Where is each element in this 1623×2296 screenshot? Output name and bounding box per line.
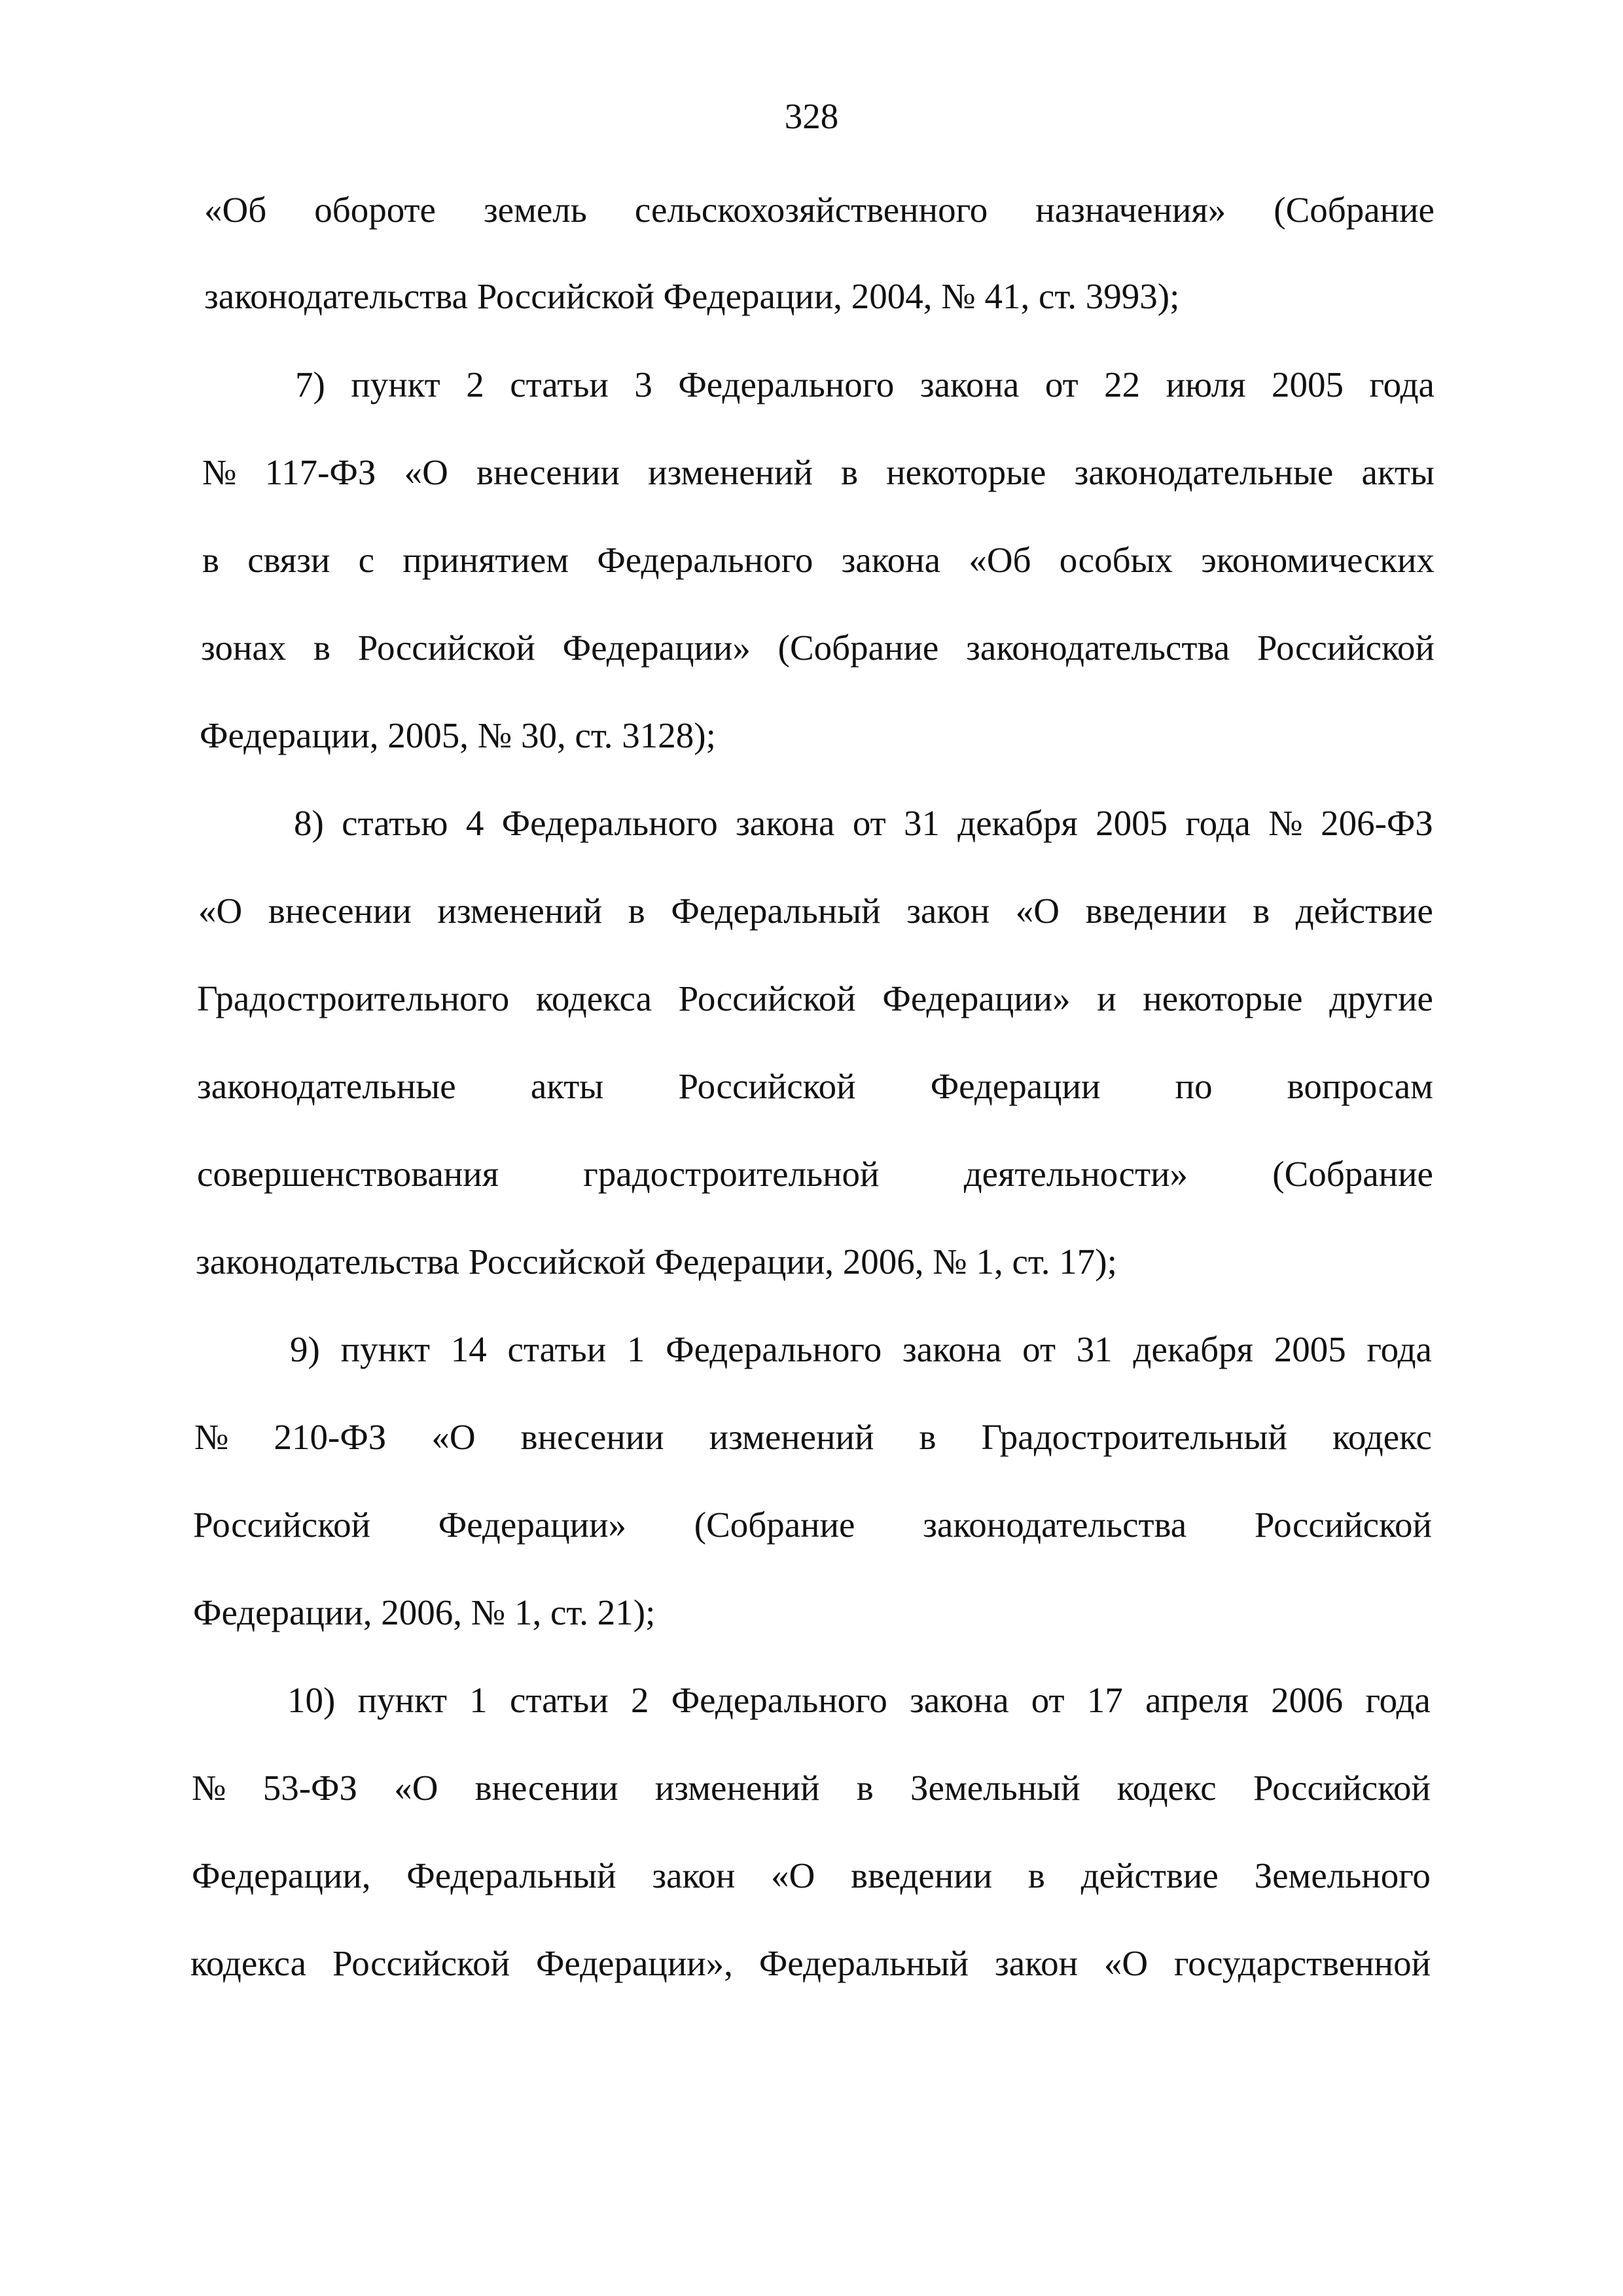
word: Градостроительного bbox=[197, 978, 510, 1018]
word: Федерального bbox=[666, 1329, 882, 1369]
word: от bbox=[1022, 1329, 1056, 1369]
word: статью bbox=[342, 803, 448, 843]
word: особых bbox=[1059, 540, 1173, 580]
word: 1 bbox=[626, 1329, 645, 1369]
word: закон bbox=[906, 891, 990, 931]
word: 10) bbox=[287, 1680, 336, 1720]
text-line bbox=[197, 973, 1433, 1025]
word: закон bbox=[652, 1856, 736, 1895]
word: 2 bbox=[466, 365, 484, 404]
word: статьи bbox=[510, 365, 609, 404]
word: «О bbox=[771, 1856, 815, 1895]
text-line bbox=[202, 446, 1435, 499]
word: закона bbox=[841, 540, 941, 580]
word: изменений bbox=[437, 891, 603, 931]
word: 4 bbox=[465, 803, 484, 843]
word: в bbox=[202, 540, 219, 580]
word: Российской bbox=[678, 1066, 856, 1106]
word: кодекса bbox=[535, 978, 652, 1018]
word: «О bbox=[431, 1417, 476, 1457]
word: Федеральный bbox=[671, 891, 881, 931]
text-line bbox=[192, 1850, 1431, 1902]
word: апреля bbox=[1145, 1680, 1249, 1720]
text-line bbox=[201, 622, 1435, 674]
word: Федерации», bbox=[535, 1943, 733, 1983]
word: «О bbox=[394, 1768, 438, 1808]
word: обороте bbox=[314, 190, 436, 230]
text-line bbox=[290, 1323, 1432, 1376]
word: некоторые bbox=[1143, 978, 1303, 1018]
text-line bbox=[287, 1674, 1431, 1727]
word: 206-ФЗ bbox=[1321, 803, 1433, 843]
word: в bbox=[313, 628, 331, 668]
word: в bbox=[1253, 891, 1270, 931]
word: 9) bbox=[290, 1329, 320, 1369]
word: принятием bbox=[402, 540, 569, 580]
word: Градостроительный bbox=[981, 1417, 1287, 1457]
word: изменений bbox=[654, 1768, 820, 1808]
word: «О bbox=[1103, 1943, 1149, 1983]
word: 31 bbox=[1076, 1329, 1113, 1369]
word: закон bbox=[995, 1943, 1078, 1983]
word: 22 bbox=[1104, 365, 1141, 404]
text-line bbox=[204, 184, 1435, 236]
word: Российской bbox=[332, 1943, 510, 1983]
text-line bbox=[193, 1499, 1432, 1551]
word: введении bbox=[851, 1856, 993, 1895]
text-line bbox=[190, 1937, 1431, 1990]
text-line: законодательства Российской Федерации, 2004, № 41, ст. 3993); bbox=[204, 276, 1180, 316]
word: внесении bbox=[474, 1768, 618, 1808]
word: кодекс bbox=[1332, 1417, 1432, 1457]
word: 210-ФЗ bbox=[274, 1417, 387, 1457]
text-line: законодательства Российской Федерации, 2006, № 1, ст. 17); bbox=[196, 1242, 1117, 1282]
text-line bbox=[202, 534, 1435, 586]
word: в bbox=[628, 891, 645, 931]
word: некоторые bbox=[886, 452, 1046, 492]
word: в bbox=[841, 452, 859, 492]
word: градостроительной bbox=[583, 1154, 880, 1194]
word: года bbox=[1185, 803, 1251, 843]
word: внесении bbox=[520, 1417, 664, 1457]
word: 2005 bbox=[1274, 1329, 1346, 1369]
word: законодательства bbox=[923, 1505, 1187, 1545]
word: кодекса bbox=[190, 1943, 307, 1983]
word: Федерального bbox=[678, 365, 895, 404]
word: (Собрание bbox=[694, 1505, 855, 1545]
word: статьи bbox=[507, 1329, 607, 1369]
word: внесении bbox=[268, 891, 412, 931]
word: Федерации bbox=[930, 1066, 1101, 1106]
word: № bbox=[1268, 803, 1303, 843]
word: деятельности» bbox=[963, 1154, 1188, 1194]
word: в bbox=[919, 1417, 936, 1457]
word: экономических bbox=[1201, 540, 1435, 580]
word: «Об bbox=[969, 540, 1031, 580]
text-line bbox=[197, 1060, 1433, 1113]
word: закона bbox=[902, 1329, 1002, 1369]
word: закона bbox=[910, 1680, 1009, 1720]
word: и bbox=[1097, 978, 1116, 1018]
word: связи bbox=[247, 540, 330, 580]
word: от bbox=[852, 803, 886, 843]
word: Российской bbox=[678, 978, 856, 1018]
word: Федерального bbox=[501, 803, 718, 843]
word: вопросам bbox=[1287, 1066, 1433, 1106]
word: законодательные bbox=[1074, 452, 1334, 492]
word: года bbox=[1365, 1680, 1431, 1720]
word: изменений bbox=[648, 452, 813, 492]
word: внесении bbox=[476, 452, 620, 492]
word: акты bbox=[530, 1066, 604, 1106]
word: Российской bbox=[1254, 1505, 1432, 1545]
word: сельскохозяйственного bbox=[634, 190, 988, 230]
word: (Собрание bbox=[1272, 1154, 1433, 1194]
word: государственной bbox=[1174, 1943, 1431, 1983]
word: июля bbox=[1166, 365, 1246, 404]
word: года bbox=[1366, 1329, 1432, 1369]
word: (Собрание bbox=[777, 628, 939, 668]
word: 53-ФЗ bbox=[262, 1768, 358, 1808]
word: № bbox=[194, 1417, 229, 1457]
word: изменений bbox=[709, 1417, 874, 1457]
word: закона bbox=[919, 365, 1020, 404]
word: закона bbox=[736, 803, 835, 843]
word: (Собрание bbox=[1274, 190, 1435, 230]
word: акты bbox=[1361, 452, 1435, 492]
word: Земельного bbox=[1254, 1856, 1431, 1895]
word: введении bbox=[1085, 891, 1227, 931]
word: с bbox=[358, 540, 375, 580]
word: года bbox=[1369, 365, 1435, 404]
word: декабря bbox=[1133, 1329, 1253, 1369]
text-line bbox=[198, 885, 1433, 937]
word: «Об bbox=[204, 190, 267, 230]
word: «О bbox=[404, 452, 448, 492]
word: Федерации» bbox=[438, 1505, 627, 1545]
word: кодекс bbox=[1116, 1768, 1217, 1808]
text-line: Федерации, 2006, № 1, ст. 21); bbox=[193, 1592, 656, 1632]
text-line bbox=[295, 359, 1435, 411]
word: 1 bbox=[469, 1680, 488, 1720]
word: Российской bbox=[193, 1505, 371, 1545]
word: 2005 bbox=[1096, 803, 1168, 843]
word: Российской bbox=[1257, 628, 1435, 668]
word: Федеральный bbox=[758, 1943, 969, 1983]
text-line bbox=[197, 1148, 1433, 1200]
word: Федерального bbox=[597, 540, 813, 580]
word: статьи bbox=[510, 1680, 609, 1720]
text-line bbox=[294, 797, 1433, 850]
word: другие bbox=[1329, 978, 1433, 1018]
word: 8) bbox=[294, 803, 324, 843]
word: совершенствования bbox=[197, 1154, 499, 1194]
word: Российской bbox=[1253, 1768, 1431, 1808]
word: пункт bbox=[340, 1329, 430, 1369]
word: декабря bbox=[957, 803, 1078, 843]
word: № bbox=[202, 452, 237, 492]
word: действие bbox=[1080, 1856, 1219, 1895]
word: по bbox=[1175, 1066, 1213, 1106]
text-line: Федерации, 2005, № 30, ст. 3128); bbox=[200, 715, 716, 755]
word: Федерального bbox=[671, 1680, 887, 1720]
text-line bbox=[194, 1411, 1432, 1463]
word: в bbox=[856, 1768, 874, 1808]
word: 2005 bbox=[1271, 365, 1344, 404]
word: 31 bbox=[903, 803, 940, 843]
word: законодательные bbox=[197, 1066, 456, 1106]
word: земель bbox=[483, 190, 587, 230]
word: от bbox=[1031, 1680, 1065, 1720]
word: 117-ФЗ bbox=[264, 452, 376, 492]
word: Федерации, bbox=[192, 1856, 371, 1895]
word: Российской bbox=[357, 628, 535, 668]
word: Федерации» bbox=[562, 628, 751, 668]
word: назначения» bbox=[1035, 190, 1226, 230]
word: 2 bbox=[630, 1680, 649, 1720]
word: 3 bbox=[634, 365, 652, 404]
word: Земельный bbox=[910, 1768, 1080, 1808]
page-number: 328 bbox=[784, 96, 839, 136]
word: в bbox=[1027, 1856, 1045, 1895]
text-line bbox=[192, 1762, 1431, 1814]
word: пункт bbox=[357, 1680, 447, 1720]
word: «О bbox=[198, 891, 243, 931]
word: законодательства bbox=[966, 628, 1230, 668]
word: зонах bbox=[201, 628, 287, 668]
word: пункт bbox=[351, 365, 440, 404]
word: «О bbox=[1015, 891, 1060, 931]
word: действие bbox=[1295, 891, 1433, 931]
word: № bbox=[192, 1768, 226, 1808]
word: 14 bbox=[450, 1329, 487, 1369]
word: 17 bbox=[1086, 1680, 1123, 1720]
word: 7) bbox=[295, 365, 325, 404]
word: Федерации» bbox=[882, 978, 1071, 1018]
word: 2006 bbox=[1271, 1680, 1344, 1720]
word: Федеральный bbox=[406, 1856, 616, 1895]
word: от bbox=[1044, 365, 1079, 404]
